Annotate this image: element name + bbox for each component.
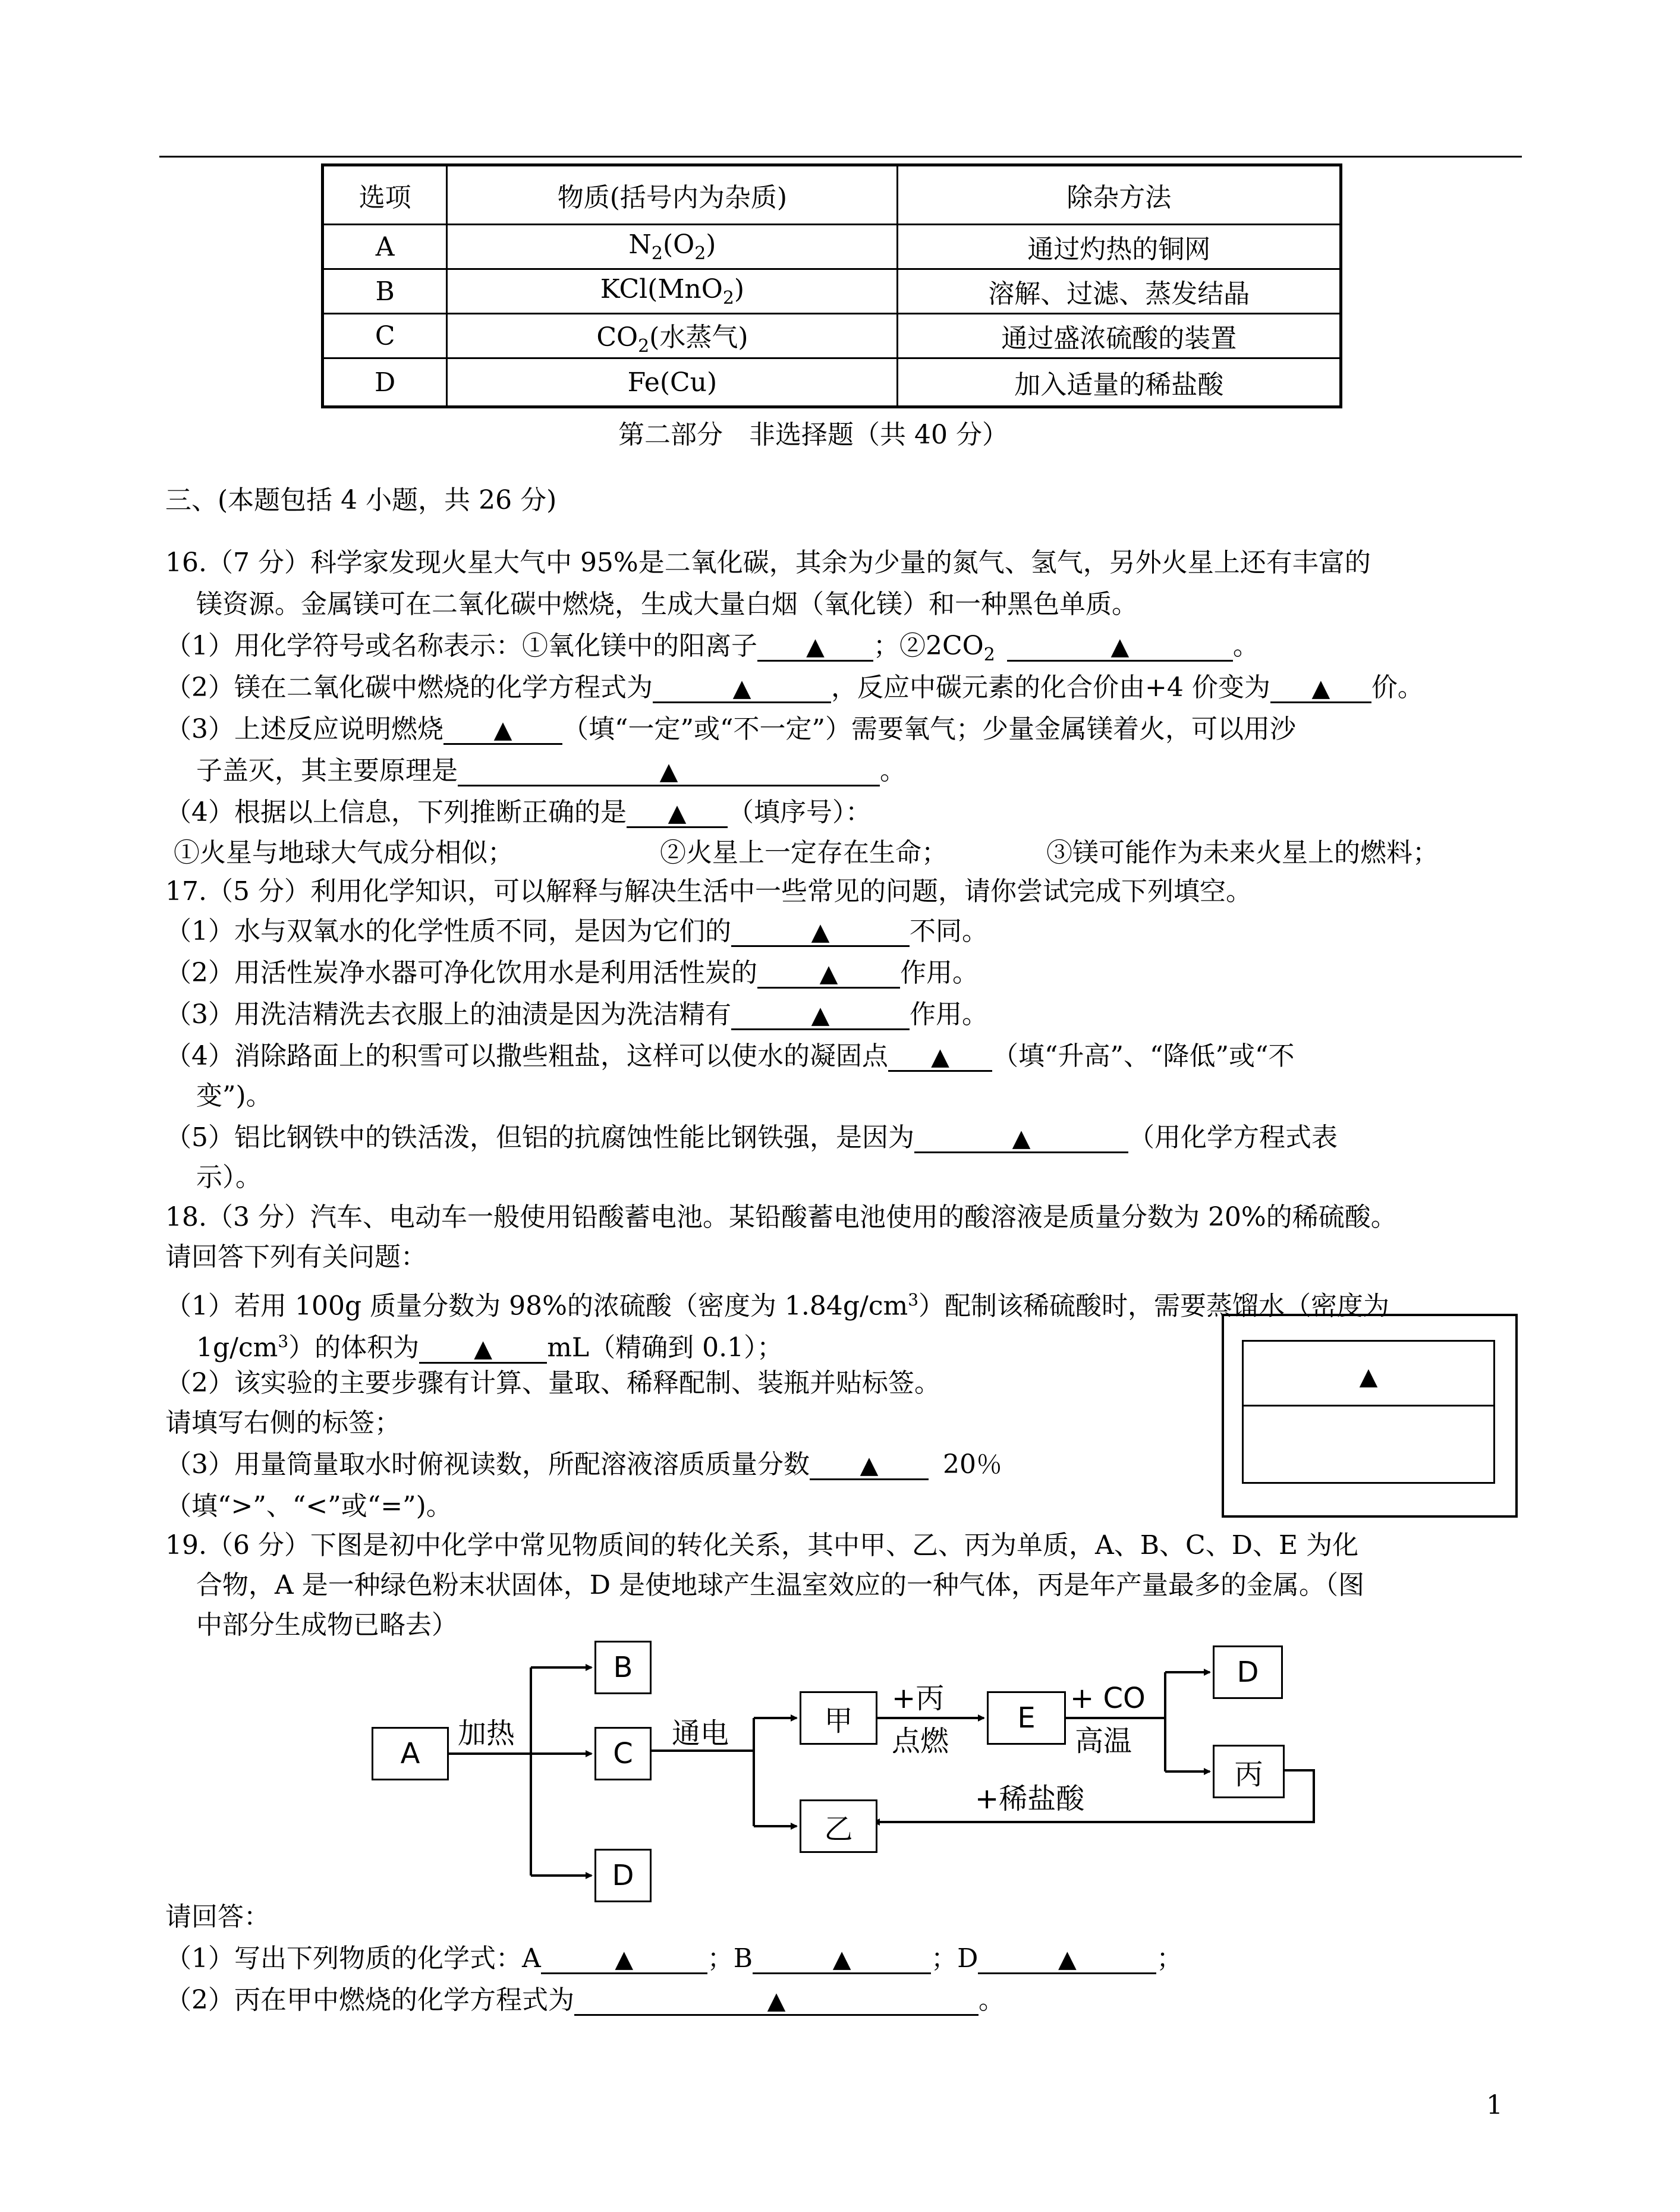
q19-stem: 中部分生成物已略去） [196,1610,458,1640]
q16-stem: 镁资源。金属镁可在二氧化碳中燃烧，生成大量白烟（氧化镁）和一种黑色单质。 [196,589,1138,619]
q17-part2: （2）用活性炭净水器可净化饮用水是利用活性炭的 ▲ 作用。 [165,958,979,988]
diagram-node-jia: 甲 [800,1691,877,1745]
q16-stem: 16.（7 分）科学家发现火星大气中 95%是二氧化碳，其余为少量的氮气、氢气，另外火星上还有丰富的 [165,548,1371,578]
option-method: 通过灼热的铜网 [898,225,1341,269]
label-answer-mark[interactable]: ▲ [1359,1363,1378,1390]
part2-title: 第二部分 非选择题（共 40 分） [618,420,1008,450]
table-header: 物质(括号内为杂质) [447,165,898,225]
option-key: D [323,358,447,407]
answer-blank[interactable]: ▲ [653,675,831,703]
section-heading: 三、(本题包括 4 小题，共 26 分) [165,485,557,515]
q17-part4-cont: 变”)。 [196,1081,272,1111]
option-key: B [323,269,447,314]
q19-stem: 19.（6 分）下图是初中化学中常见物质间的转化关系，其中甲、乙、丙为单质，A、B、C、D、E 为化 [165,1530,1359,1560]
answer-blank[interactable]: ▲ [1270,675,1371,703]
diagram-node-bing: 丙 [1213,1745,1285,1798]
answer-blank[interactable]: ▲ [627,800,728,828]
q17-part5-cont: 示）。 [196,1162,262,1192]
option-method: 通过盛浓硫酸的装置 [898,314,1341,358]
answer-blank[interactable]: ▲ [757,633,873,662]
q19-stem: 合物，A 是一种绿色粉末状固体，D 是使地球产生温室效应的一种气体，丙是年产量最多的金属。（图 [196,1570,1365,1600]
answer-blank[interactable]: ▲ [914,1125,1128,1153]
q17-stem: 17.（5 分）利用化学知识，可以解释与解决生活中一些常见的问题，请你尝试完成下列填空。 [165,876,1252,907]
diagram-label-plus-co: + CO [1070,1682,1146,1715]
answer-blank[interactable]: ▲ [458,758,880,786]
q18-part2: （2）该实验的主要步骤有计算、量取、稀释配制、装瓶并贴标签。 [165,1368,940,1398]
table-header: 除杂方法 [898,165,1341,225]
q18-part2-cont: 请填写右侧的标签； [165,1408,401,1438]
answer-blank[interactable]: ▲ [541,1946,707,1974]
diagram-node-c: C [594,1727,652,1780]
answer-blank[interactable]: ▲ [731,1002,910,1030]
option-method: 加入适量的稀盐酸 [898,358,1341,407]
diagram-node-a: A [372,1727,449,1780]
answer-blank[interactable]: ▲ [757,960,900,989]
diagram-node-d: D [594,1849,652,1902]
answer-blank[interactable]: ▲ [574,1987,979,2016]
answer-blank[interactable]: ▲ [753,1946,931,1974]
q16-option: ③镁可能作为未来火星上的燃料； [1046,838,1439,868]
diagram-node-d2: D [1213,1645,1283,1699]
answer-blank[interactable]: ▲ [810,1452,929,1480]
diagram-label-plus-bing: +丙 [892,1682,945,1715]
q17-part1: （1）水与双氧水的化学性质不同，是因为它们的 ▲ 不同。 [165,916,988,946]
q19-part2: （2）丙在甲中燃烧的化学方程式为 ▲ 。 [165,1985,1005,2015]
diagram-label-ignite: 点燃 [892,1725,949,1758]
diagram-node-b: B [594,1641,652,1694]
q19-part1: （1）写出下列物质的化学式：A ▲ ；B ▲ ；D ▲ ； [165,1943,1183,1974]
diagram-node-e: E [987,1691,1066,1745]
answer-blank[interactable]: ▲ [888,1043,992,1072]
answer-blank[interactable]: ▲ [419,1335,547,1364]
diagram-label-electrolysis: 通电 [672,1717,729,1750]
answer-blank[interactable]: ▲ [1007,633,1233,662]
option-method: 溶解、过滤、蒸发结晶 [898,269,1341,314]
q17-part4: （4）消除路面上的积雪可以撒些粗盐，这样可以使水的凝固点 ▲ （填“升高”、“降低”或“不 [165,1041,1295,1071]
q18-stem: 请回答下列有关问题： [165,1242,427,1272]
q16-part1: （1）用化学符号或名称表示：①氧化镁中的阳离子 ▲ ；$②2CO_2$ ▲ 。 [165,631,1259,665]
diagram-label-heat: 加热 [458,1717,515,1750]
q16-option: ②火星上一定存在生命； [660,838,948,868]
page-number: 1 [1486,2090,1503,2120]
diagram-node-yi: 乙 [800,1799,877,1853]
answer-blank[interactable]: ▲ [443,716,562,745]
q17-part5: （5）铝比钢铁中的铁活泼，但铝的抗腐蚀性能比钢铁强，是因为 ▲ （用化学方程式表 [165,1122,1338,1153]
q16-part3: （3）上述反应说明燃烧 ▲ （填“一定”或“不一定”）需要氧气；少量金属镁着火，可以用沙 [165,714,1296,744]
q16-part4: （4）根据以上信息，下列推断正确的是 ▲ （填序号）： [165,797,872,827]
q18-part3: （3）用量筒量取水时俯视读数，所配溶液溶质质量分数 ▲ 20％ [165,1449,1002,1480]
table-header: 选项 [323,165,447,225]
q16-part2: （2）镁在二氧化碳中燃烧的化学方程式为 ▲ ，反应中碳元素的化合价由+4 价变为 ▲ 价。 [165,672,1424,703]
q16-part3-cont: 子盖灭，其主要原理是 ▲ 。 [196,756,906,786]
option-substance: $N_2(O_2)$ [447,225,898,269]
answer-blank[interactable]: ▲ [731,918,910,947]
q16-option: ①火星与地球大气成分相似； [174,838,514,868]
q18-part1-cont: $1g/cm^3$）的体积为 ▲ mL（精确到 0.1）； [196,1332,784,1363]
option-substance: KCl(MnO$_2$) [447,269,898,314]
diagram-label-plus-hcl: +稀盐酸 [975,1782,1085,1815]
q18-part1: （1）若用 100g 质量分数为 98%的浓硫酸（密度为 $1.84g/cm^3$）配制该稀硫酸时，需要蒸馏水（密度为 [165,1290,1390,1321]
option-substance: $CO_2$(水蒸气) [447,314,898,358]
option-key: A [323,225,447,269]
q18-stem: 18.（3 分）汽车、电动车一般使用铅酸蓄电池。某铅酸蓄电池使用的酸溶液是质量分数为 20%的稀硫酸。 [165,1202,1397,1232]
answer-blank[interactable]: ▲ [978,1946,1156,1974]
q19-reply: 请回答： [165,1902,270,1932]
q18-part3-cont: （填“>”、“<”或“=”)。 [165,1491,452,1521]
option-substance: Fe(Cu) [447,358,898,407]
option-key: C [323,314,447,358]
diagram-label-high-temp: 高温 [1075,1725,1132,1758]
q17-part3: （3）用洗洁精洗去衣服上的油渍是因为洗洁精有 ▲ 作用。 [165,999,988,1030]
